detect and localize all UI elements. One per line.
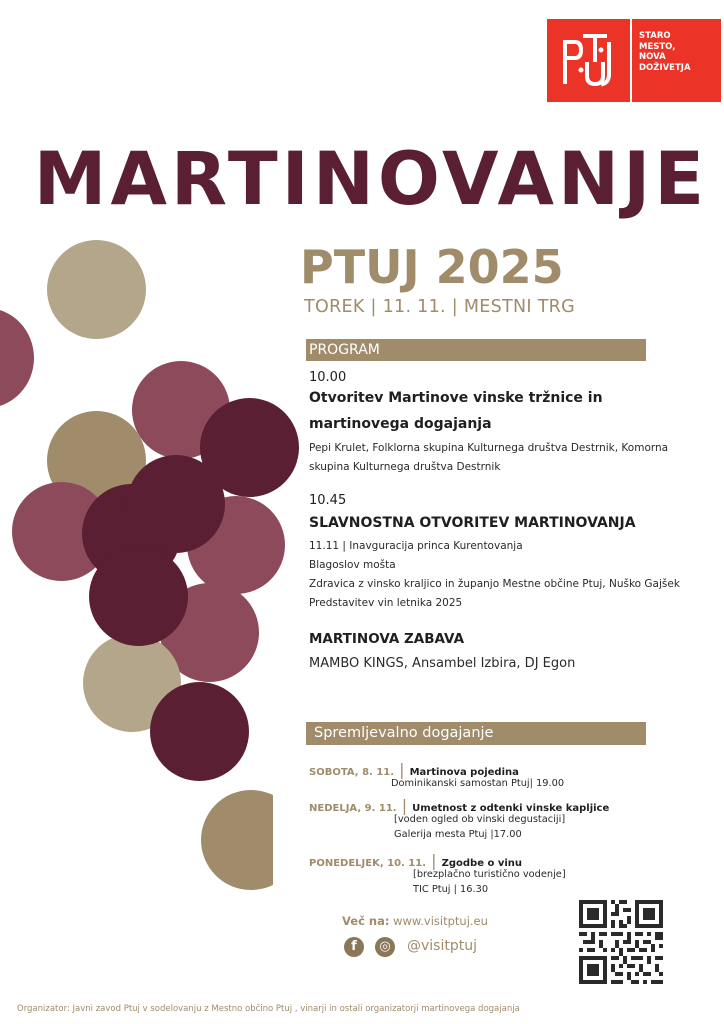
qr-code-icon xyxy=(579,900,663,984)
zabava-title: MARTINOVA ZABAVA xyxy=(309,631,465,647)
ptuj-logo-icon xyxy=(561,30,615,90)
grape-circle xyxy=(0,308,34,408)
grape-half-circle xyxy=(201,790,273,890)
grape-circle xyxy=(47,240,146,339)
side-event-detail: Dominikanski samostan Ptuj| 19.00 xyxy=(391,778,565,789)
side-separator: | xyxy=(401,796,408,815)
side-event-day: PONEDELJEK, 10. 11. xyxy=(309,858,427,869)
event-description: 11.11 | Inavguracija princa Kurentovanja xyxy=(309,540,523,552)
more-info xyxy=(342,913,488,929)
footer-organizer: Organizator: Javni zavod Ptuj v sodelovanju z Mestno občino Ptuj , vinarji in ostali organizatorji martinovega dogajanja xyxy=(17,1004,520,1014)
grape-circle xyxy=(89,547,188,646)
website-link[interactable]: www.visitptuj.eu xyxy=(393,914,488,928)
event-time: 10.00 xyxy=(309,370,347,385)
side-event-title: Martinova pojedina xyxy=(409,767,519,778)
side-event-detail: [voden ogled ob vinski degustaciji] xyxy=(394,814,566,825)
social-handle: @visitptuj xyxy=(407,938,477,954)
side-event-title: Umetnost z odtenki vinske kapljice xyxy=(412,803,610,814)
side-event-title: Zgodbe o vinu xyxy=(441,858,523,869)
event-description: Blagoslov mošta xyxy=(309,559,396,571)
instagram-icon[interactable]: ◎ xyxy=(375,937,395,957)
event-title: SLAVNOSTNA OTVORITEV MARTINOVANJA xyxy=(309,515,636,531)
date-location: TOREK | 11. 11. | MESTNI TRG xyxy=(304,297,576,317)
event-description: Zdravica z vinsko kraljico in županjo Mestne občine Ptuj, Nuško Gajšek xyxy=(309,578,680,590)
side-event-detail: TIC Ptuj | 16.30 xyxy=(413,884,489,895)
zabava-description: MAMBO KINGS, Ansambel Izbira, DJ Egon xyxy=(309,656,576,671)
logo-line: MESTO, xyxy=(639,41,676,52)
page-title: MARTINOVANJE xyxy=(33,137,709,222)
event-title: Otvoritev Martinove vinske tržnice in xyxy=(309,390,603,406)
logo-line: STARO xyxy=(639,31,671,41)
event-description: skupina Kulturnega društva Destrnik xyxy=(309,461,501,473)
event-title: martinovega dogajanja xyxy=(309,416,492,432)
facebook-icon[interactable]: f xyxy=(344,937,364,957)
side-events-heading: Spremljevalno dogajanje xyxy=(306,722,646,745)
more-info-label: Več na: xyxy=(342,914,390,928)
grape-circle xyxy=(127,455,225,553)
side-event-day: SOBOTA, 8. 11. xyxy=(309,767,395,778)
logo-line: NOVA xyxy=(639,52,666,62)
side-event-day: NEDELJA, 9. 11. xyxy=(309,803,397,814)
side-event-detail: Galerija mesta Ptuj |17.00 xyxy=(394,829,522,840)
event-description: Pepi Krulet, Folklorna skupina Kulturnega društva Destrnik, Komorna xyxy=(309,442,669,454)
page-subtitle: PTUJ 2025 xyxy=(300,240,564,294)
logo-tagline xyxy=(639,31,719,73)
event-time: 10.45 xyxy=(309,493,347,508)
side-event-detail: [brezplačno turistično vodenje] xyxy=(413,869,566,880)
logo-divider xyxy=(630,19,632,102)
logo-line: DOŽIVETJA xyxy=(639,62,691,73)
event-description: Predstavitev vin letnika 2025 xyxy=(309,597,463,609)
side-separator: | xyxy=(431,851,437,870)
program-heading: PROGRAM xyxy=(306,339,646,361)
grape-circle xyxy=(150,682,249,781)
side-separator: | xyxy=(399,760,405,779)
